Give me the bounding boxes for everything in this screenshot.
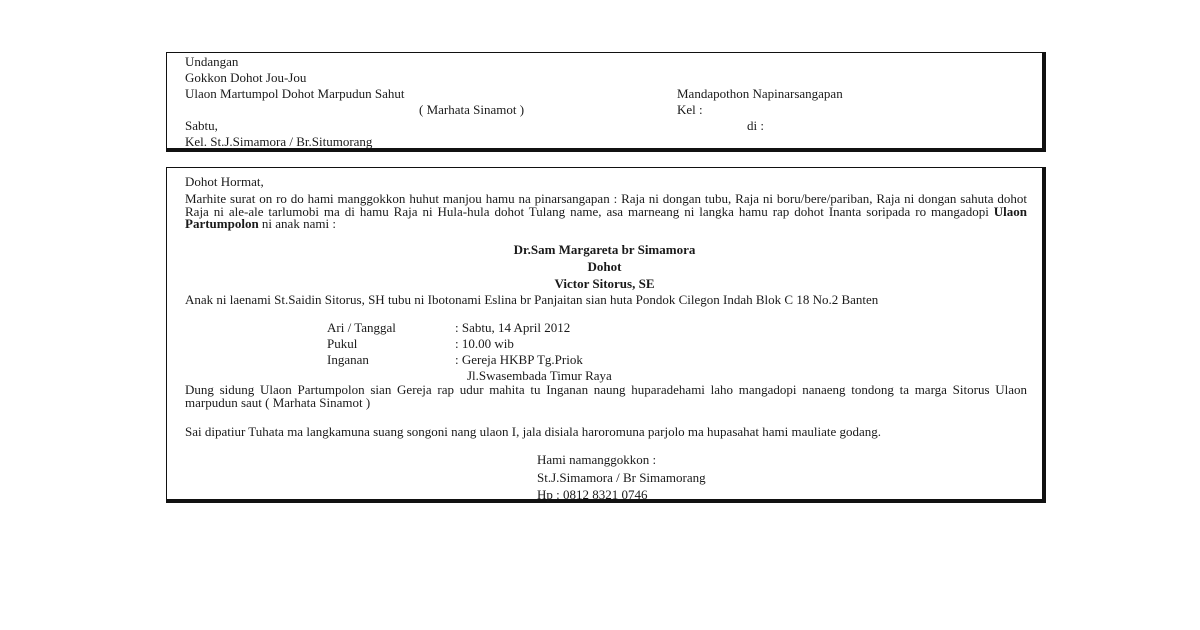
conjunction: Dohot (587, 259, 622, 274)
invitation-body-box (166, 167, 1046, 503)
greeting: Dohot Hormat, (185, 174, 264, 189)
intro-paragraph (185, 193, 1027, 231)
intro-tail-text: ni anak nami : (261, 216, 336, 232)
di-label: di : (747, 118, 764, 133)
detail-label-place: Inganan (327, 352, 369, 367)
detail-value-place: : Gereja HKBP Tg.Priok (455, 352, 583, 367)
right-title: Mandapothon Napinarsangapan (677, 86, 843, 101)
invitation-subtitle: Gokkon Dohot Jou-Jou (185, 70, 307, 85)
event-name: Ulaon Martumpol Dohot Marpudun Sahut (185, 86, 405, 101)
detail-label-date: Ari / Tanggal (327, 320, 396, 335)
signature-label: Hami namanggokkon : (537, 452, 657, 467)
invitation-header-box (166, 52, 1046, 152)
family-name: Kel. St.J.Simamora / Br.Situmorang (185, 134, 373, 149)
note-paragraph-1: Dung sidung Ulaon Partumpolon sian Gereja rap udur mahita tu Inganan naung huparadehami laho mangadopi nanaeng tondong ta marga Sitorus Ulaon marpudun saut ( Marhata Sinamot ) (185, 382, 1027, 410)
groom-name: Victor Sitorus, SE (554, 276, 655, 291)
invitation-title: Undangan (185, 54, 239, 69)
parents-paragraph: Anak ni laenami St.Saidin Sitorus, SH tubu ni Ibotonami Eslina br Panjaitan sian huta Pondok Cilegon Indah Blok C 18 No.2 Banten (185, 292, 879, 307)
detail-value-time: : 10.00 wib (455, 336, 514, 351)
signature-name: St.J.Simamora / Br Simamorang (537, 470, 706, 485)
intro-text: Marhite surat on ro do hami manggokkon huhut manjou hamu na pinarsangapan : Raja ni dongan tubu, Raja ni boru/bere/pariban, Raja ni dongan sahuta dohot Raja ni ale-ale tarlumobi ma di hamu Raja ni Hula-hula dohot Tulang name, asa marneang ni langka hamu rap dohot Inanta soripada ro mangadopi (185, 191, 1027, 219)
signature-phone: Hp : 0812 8321 0746 (537, 487, 648, 502)
detail-value-date: : Sabtu, 14 April 2012 (455, 320, 571, 335)
detail-label-time: Pukul (327, 336, 358, 351)
date-label: Sabtu, (185, 118, 218, 133)
venue-address: Jl.Swasembada Timur Raya (467, 368, 612, 383)
event-subtitle: ( Marhata Sinamot ) (419, 102, 525, 117)
note-paragraph-2: Sai dipatiur Tuhata ma langkamuna suang songoni nang ulaon I, jala disiala haroromuna parjolo ma hupasahat hami mauliate godang. (185, 424, 882, 439)
kel-label: Kel : (677, 102, 703, 117)
bride-name: Dr.Sam Margareta br Simamora (513, 242, 696, 257)
intro-bold-text: Ulaon Partumpolon (185, 203, 1028, 232)
